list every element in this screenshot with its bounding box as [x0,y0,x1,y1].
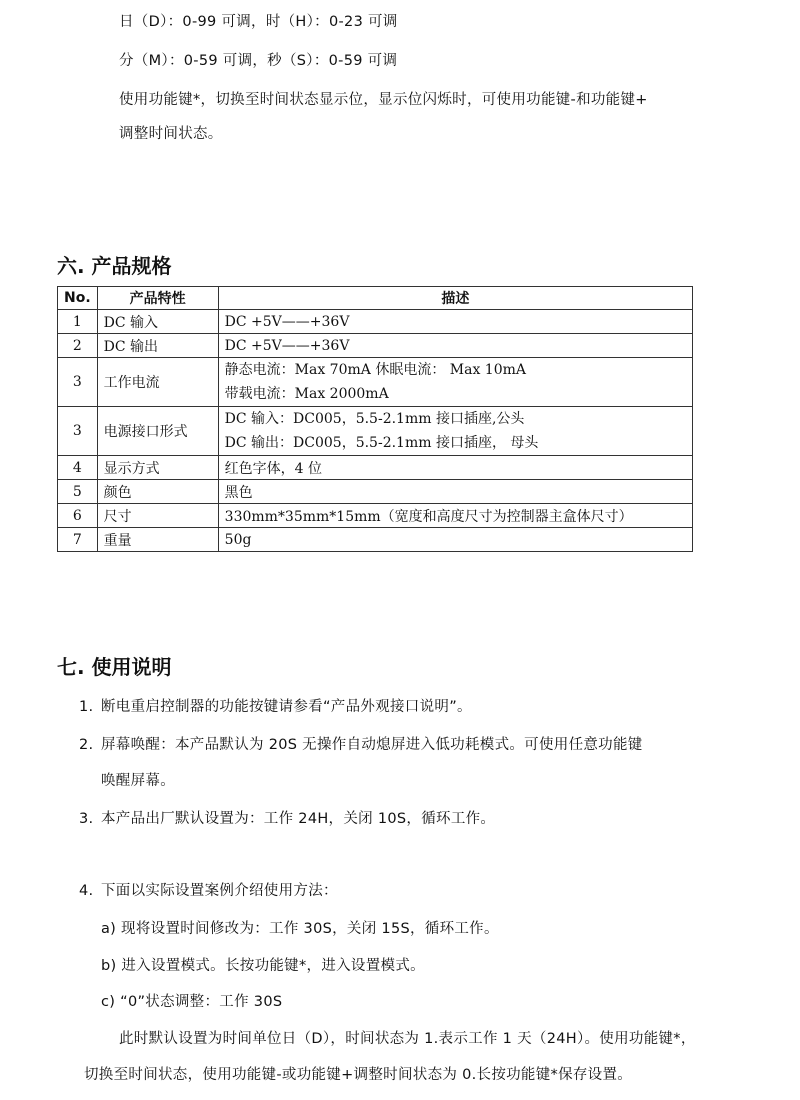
row-feature: DC 输出 [97,334,218,358]
list-item-continuation: 唤醒屏幕。 [101,773,175,789]
intro-line-2: 分（M）：0-59 可调，秒（S）：0-59 可调 [119,53,398,69]
table-row [58,407,693,456]
list-item [79,695,472,716]
row-desc-line: DC 输出：DC005，5.5-2.1mm 接口插座， 母头 [224,435,539,451]
row-no: 7 [58,528,98,552]
table-row [58,504,693,528]
table-row [58,456,693,480]
row-no: 4 [58,456,98,480]
section-heading-specs: 六. 产品规格 [57,254,172,278]
table-row [58,334,693,358]
section-heading-usage: 七. 使用说明 [57,655,172,679]
row-desc: 330mm*35mm*15mm（宽度和高度尺寸为控制器主盒体尺寸） [218,504,692,528]
list-item-number: 3. [79,811,94,827]
row-feature: 重量 [97,528,218,552]
intro-line-3: 使用功能键*，切换至时间状态显示位，显示位闪烁时，可使用功能键-和功能键+ [119,92,648,108]
list-item [79,807,495,828]
row-feature: 颜色 [97,480,218,504]
spec-table [57,286,693,552]
list-item-number: 1. [79,699,94,715]
table-header-row [58,287,693,310]
list-item-text: 下面以实际设置案例介绍使用方法： [101,883,338,899]
list-item-text: 屏幕唤醒：本产品默认为 20S 无操作自动熄屏进入低功耗模式。可使用任意功能键 [101,737,643,753]
row-desc [218,407,692,456]
row-feature: 显示方式 [97,456,218,480]
row-feature: DC 输入 [97,310,218,334]
row-desc: DC +5V——+36V [218,310,692,334]
sub-item-a: a) 现将设置时间修改为：工作 30S，关闭 15S，循环工作。 [101,921,499,937]
list-item [79,879,338,900]
row-desc [218,358,692,407]
sub-item-b: b) 进入设置模式。长按功能键*，进入设置模式。 [101,958,425,974]
row-desc-line: 静态电流：Max 70mA 休眠电流： Max 10mA [224,362,527,378]
table-row [58,358,693,407]
header-desc: 描述 [218,287,692,310]
row-desc: DC +5V——+36V [218,334,692,358]
row-no: 6 [58,504,98,528]
row-desc-line: 带载电流：Max 2000mA [224,386,389,402]
row-no: 3 [58,407,98,456]
header-no: No. [58,287,98,310]
table-row [58,310,693,334]
list-item-number: 2. [79,737,94,753]
row-desc: 50g [218,528,692,552]
row-no: 2 [58,334,98,358]
row-desc: 黑色 [218,480,692,504]
row-feature: 尺寸 [97,504,218,528]
row-no: 5 [58,480,98,504]
row-no: 1 [58,310,98,334]
paragraph-line-2: 切换至时间状态，使用功能键-或功能键+调整时间状态为 0.长按功能键*保存设置。 [84,1067,633,1083]
row-no: 3 [58,358,98,407]
sub-item-c: c) “0”状态调整：工作 30S [101,994,283,1010]
list-item [79,733,643,754]
intro-line-1: 日（D）：0-99 可调，时（H）：0-23 可调 [119,14,398,30]
table-row [58,528,693,552]
list-item-text: 断电重启控制器的功能按键请参看“产品外观接口说明”。 [101,699,472,715]
paragraph-line-1: 此时默认设置为时间单位日（D），时间状态为 1.表示工作 1 天（24H）。使用功能键*， [119,1031,696,1047]
row-desc-line: DC 输入：DC005，5.5-2.1mm 接口插座,公头 [224,411,525,427]
row-feature: 电源接口形式 [97,407,218,456]
table-row [58,480,693,504]
row-desc: 红色字体，4 位 [218,456,692,480]
header-feature: 产品特性 [97,287,218,310]
row-feature: 工作电流 [97,358,218,407]
intro-line-4: 调整时间状态。 [119,126,223,142]
list-item-text: 本产品出厂默认设置为：工作 24H，关闭 10S，循环工作。 [101,811,496,827]
list-item-number: 4. [79,883,94,899]
